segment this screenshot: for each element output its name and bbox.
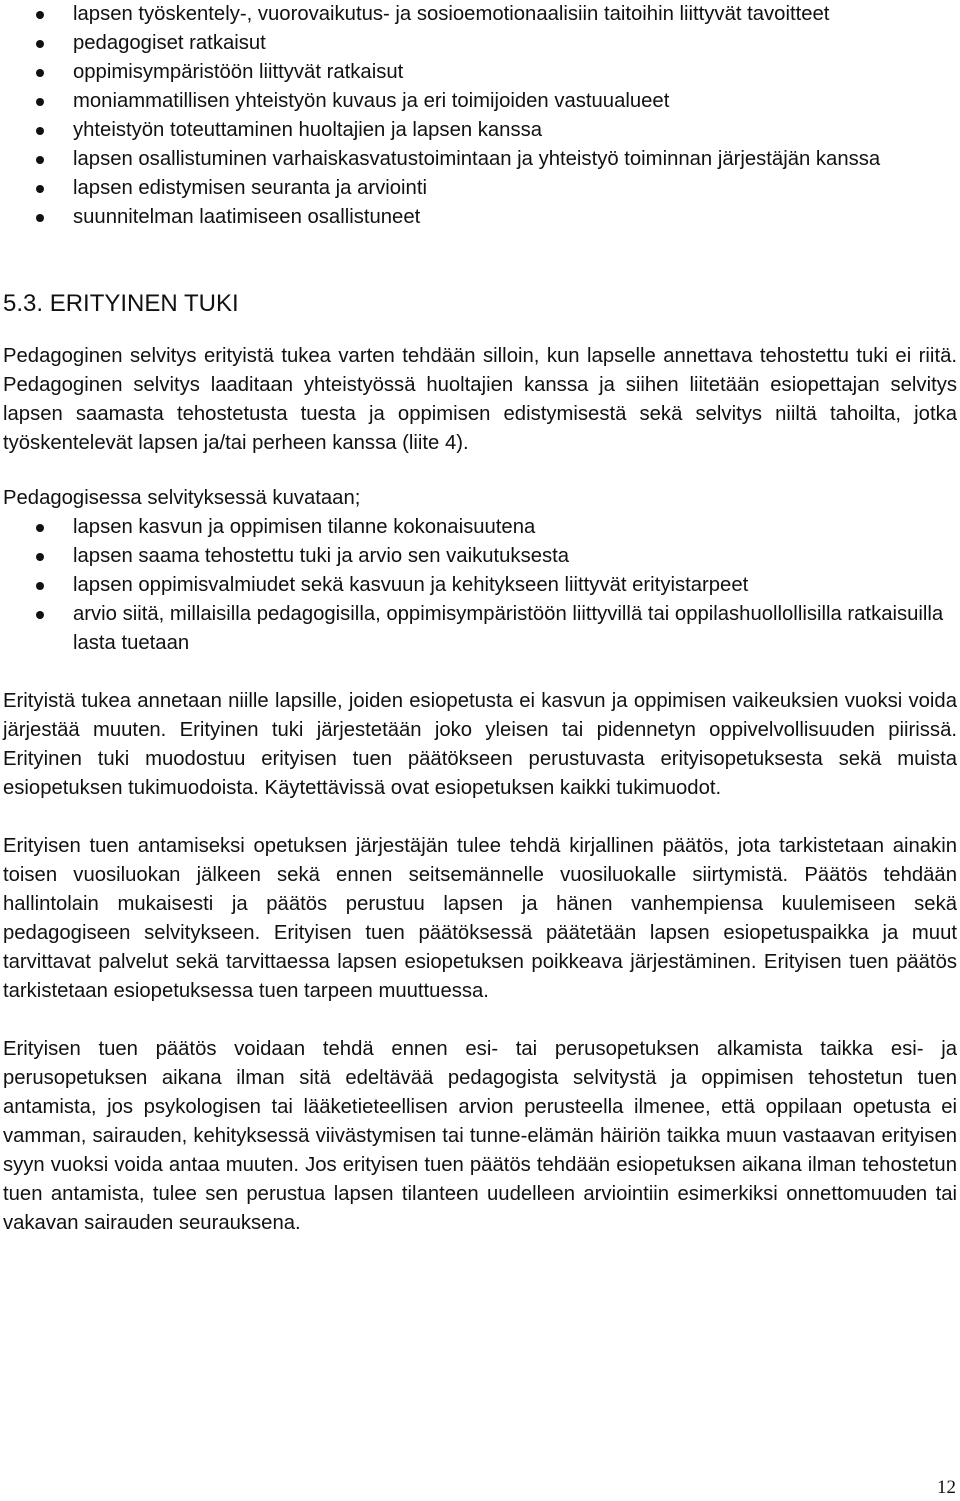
list-item: yhteistyön toteuttaminen huoltajien ja lapsen kanssa — [3, 116, 957, 145]
list-item: lapsen osallistuminen varhaiskasvatustoimintaan ja yhteistyö toiminnan järjestäjän kanssa — [3, 145, 957, 174]
list-item: oppimisympäristöön liittyvät ratkaisut — [3, 58, 957, 87]
list-item: lapsen työskentely-, vuorovaikutus- ja sosioemotionaalisiin taitoihin liittyvät tavoitteet — [3, 0, 957, 29]
list-item: lapsen oppimisvalmiudet sekä kasvuun ja kehitykseen liittyvät erityistarpeet — [3, 571, 957, 600]
paragraph: Erityisen tuen päätös voidaan tehdä ennen esi- tai perusopetuksen alkamista taikka esi- ja perusopetuksen aikana ilman sitä edeltävää pedagogista selvitystä ja oppimisen tehostetun tuen antamista, jos psykologisen tai lääketieteellisen arvion perusteella ilmenee, että oppilaan opetusta ei vamman, sairauden, kehityksessä viivästymisen tai tunne-elämän häiriön taikka muun vastaavan erityisen syyn vuoksi voida antaa muuten. Jos erityisen tuen päätös tehdään esiopetuksen aikana ilman tehostetun tuen antamista, tulee sen perustua lapsen tilanteen uudelleen arviointiin esimerkiksi onnettomuuden tai vakavan sairauden seurauksena. — [3, 1038, 957, 1234]
page-number: 12 — [937, 1477, 956, 1498]
list-item: pedagogiset ratkaisut — [3, 29, 957, 58]
list-item: arvio siitä, millaisilla pedagogisilla, oppimisympäristöön liittyvillä tai oppilashuollollisilla ratkaisuilla lasta tuetaan — [3, 600, 957, 658]
paragraph: Pedagoginen selvitys erityistä tukea varten tehdään silloin, kun lapselle annettava tehostettu tuki ei riitä. Pedagoginen selvitys laaditaan yhteistyössä huoltajien kanssa ja siihen liitetään esiopettajan selvitys lapsen saamasta tehostetusta tuesta ja oppimisen edistymisestä sekä selvitys niiltä tahoilta, jotka työskentelevät lapsen ja/tai perheen kanssa (liite 4). — [3, 345, 957, 454]
selvitys-bullet-list — [3, 513, 957, 658]
page-content — [3, 0, 957, 1238]
list-item: lapsen kasvun ja oppimisen tilanne kokonaisuutena — [3, 513, 957, 542]
list-item: lapsen edistymisen seuranta ja arviointi — [3, 174, 957, 203]
list-item: suunnitelman laatimiseen osallistuneet — [3, 203, 957, 232]
paragraph: Erityisen tuen antamiseksi opetuksen järjestäjän tulee tehdä kirjallinen päätös, jota tarkistetaan ainakin toisen vuosiluokan jälkeen sekä ennen seitsemännelle vuosiluokalle siirtymistä. Päätös tehdään hallintolain mukaisesti ja päätös perustuu lapsen ja hänen vanhempiensa kuulemiseen sekä pedagogiseen selvitykseen. Erityisen tuen päätöksessä päätetään lapsen esiopetuspaikka ja muut tarvittavat palvelut sekä tarvittaessa lapsen esiopetuksen poikkeava järjestäminen. Erityisen tuen päätös tarkistetaan esiopetuksessa tuen tarpeen muuttuessa. — [3, 835, 957, 1002]
top-bullet-list — [3, 0, 957, 232]
section-heading: 5.3. ERITYINEN TUKI — [3, 290, 239, 317]
paragraph: Erityistä tukea annetaan niille lapsille, joiden esiopetusta ei kasvun ja oppimisen vaikeuksien vuoksi voida järjestää muuten. Erityinen tuki järjestetään joko yleisen tai pidennetyn oppivelvollisuuden piirissä. Erityinen tuki muodostuu erityisen tuen päätökseen perustuvasta erityisopetuksesta sekä muista esiopetuksen tukimuodoista. Käytettävissä ovat esiopetuksen kaikki tukimuodot. — [3, 690, 957, 799]
list-item: lapsen saama tehostettu tuki ja arvio sen vaikutuksesta — [3, 542, 957, 571]
list-item: moniammatillisen yhteistyön kuvaus ja eri toimijoiden vastuualueet — [3, 87, 957, 116]
paragraph: Pedagogisessa selvityksessä kuvataan; — [3, 487, 361, 509]
